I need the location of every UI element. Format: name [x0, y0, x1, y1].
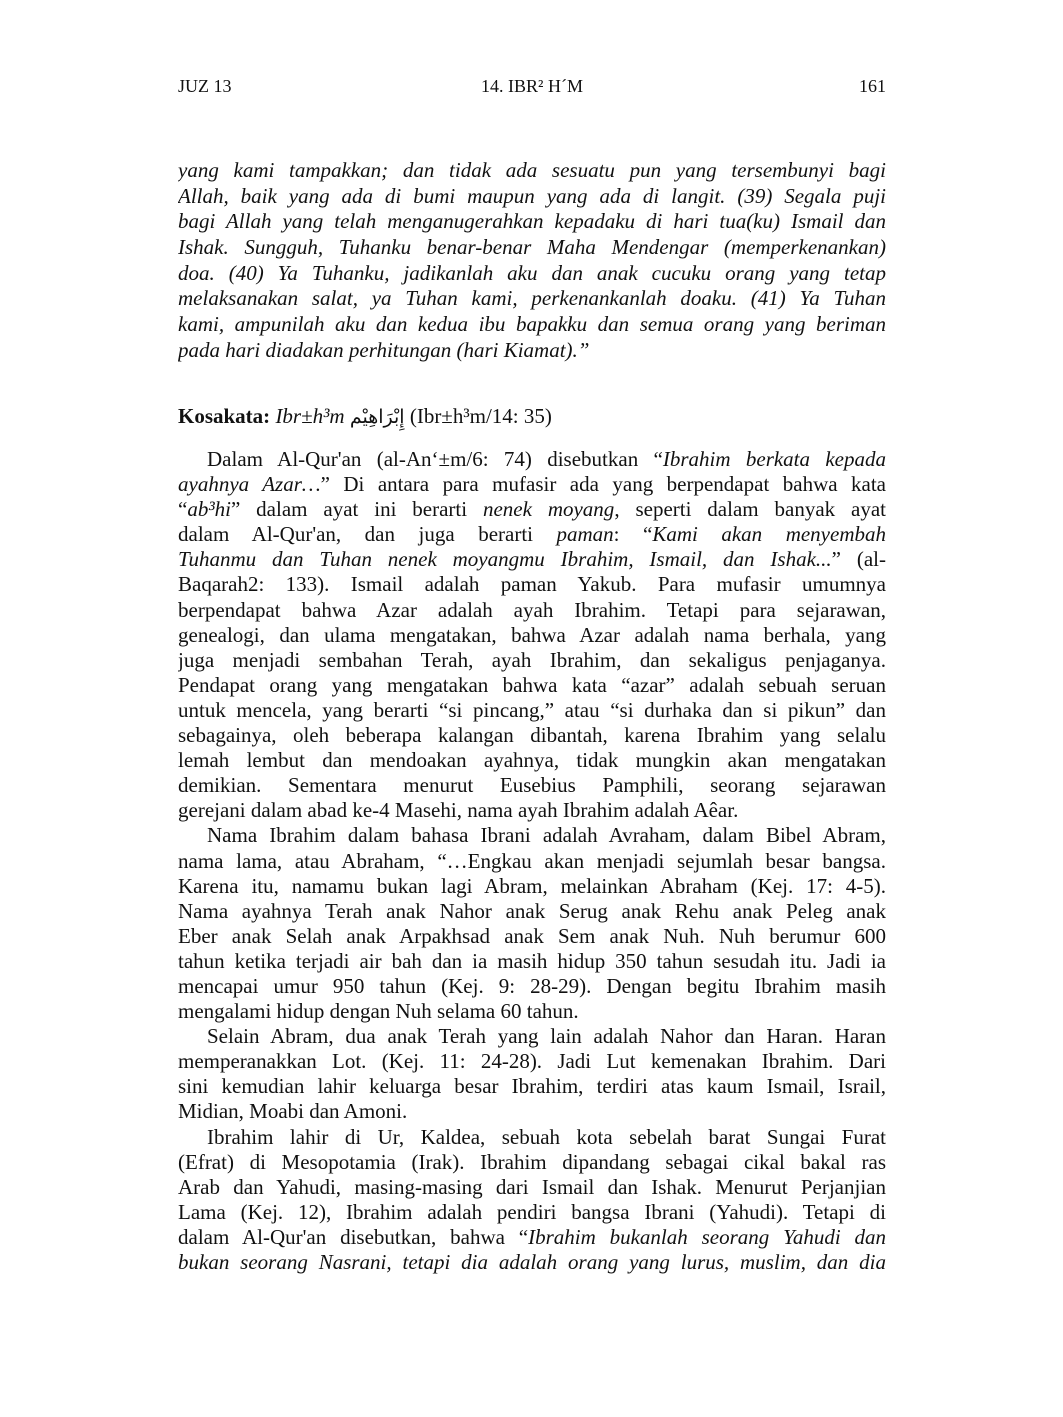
text: : “	[613, 522, 653, 547]
text-line	[178, 1175, 886, 1200]
text-line	[178, 949, 886, 974]
text-line	[178, 447, 886, 472]
quote-line: melaksanakan salat, ya Tuhan kami, perkenankanlah doaku. (41) Ya Tuhan	[178, 286, 886, 311]
italic-text: bukan seorang Nasrani, tetapi dia adalah orang yang lurus, muslim, dan dia	[178, 1250, 886, 1274]
quote-line: kami, ampunilah aku dan kedua ibu bapakku dan semua orang yang beriman	[178, 312, 886, 337]
italic-text: Tuhanmu dan Tuhan nenek moyangmu Ibrahim, Ismail, dan Ishak...	[178, 547, 832, 572]
text-line	[178, 1125, 886, 1150]
text: Selain Abram, dua anak Terah yang lain adalah Nahor dan Haran. Haran	[207, 1024, 886, 1049]
paragraph	[178, 823, 886, 1024]
italic-text: Ibrahim bukanlah seorang Yahudi dan	[528, 1224, 886, 1249]
text: untuk mencela, yang berarti “si pincang,” atau “si durhaka dan si pikun” dan	[178, 697, 886, 722]
quote-line: bagi Allah yang telah menganugerahkan kepadaku di hari tua(ku) Ismail dan	[178, 209, 886, 234]
text-line	[178, 547, 886, 572]
text-line	[178, 899, 886, 924]
paragraph	[178, 447, 886, 823]
italic-text: ab³hi	[187, 497, 231, 522]
text: Karena itu, namamu bukan lagi Abram, melainkan Abraham (Kej. 17: 4-5).	[178, 873, 886, 898]
text: dalam Al-Qur'an, dan juga berarti	[178, 522, 557, 547]
kosakata-label: Kosakata:	[178, 404, 271, 428]
text-line	[178, 1150, 886, 1175]
page-number: 161	[859, 76, 886, 96]
quote-line: yang kami tampakkan; dan tidak ada sesuatu pun yang tersembunyi bagi	[178, 158, 886, 182]
text: Arab dan Yahudi, masing-masing dari Ismail dan Ishak. Menurut Perjanjian	[178, 1174, 886, 1199]
text-line	[178, 522, 886, 547]
text-line	[178, 1099, 886, 1124]
text-line	[178, 1225, 886, 1250]
italic-text: Ibrahim berkata kepada	[662, 447, 886, 471]
text: Baqarah2: 133). Ismail adalah paman Yakub. Para mufasir umumnya	[178, 572, 886, 597]
text-line	[178, 748, 886, 773]
text: ” Di antara para mufasir ada yang berpendapat bahwa kata	[320, 472, 886, 497]
text: genealogi, dan ulama mengatakan, bahwa Azar adalah nama berhala, yang	[178, 622, 886, 647]
text-line	[178, 723, 886, 748]
text-line	[178, 874, 886, 899]
text: sini kemudian lahir keluarga besar Ibrahim, terdiri atas kaum Ismail, Israil,	[178, 1074, 886, 1099]
italic-text: ayahnya Azar…	[178, 472, 321, 497]
quote-line: pada hari diadakan perhitungan (hari Kiamat).”	[178, 337, 590, 362]
text: mencapai umur 950 tahun (Kej. 9: 28-29). Dengan begitu Ibrahim masih	[178, 973, 886, 998]
text: Midian, Moabi dan Amoni.	[178, 1099, 408, 1124]
text: sebagainya, oleh beberapa kalangan dibantah, karena Ibrahim yang selalu	[178, 723, 886, 748]
text-line	[178, 1024, 886, 1049]
arabic-term: إِبْرَاهِيْم	[349, 406, 405, 428]
text: demikian. Sementara menurut Eusebius Pamphili, seorang sejarawan	[178, 773, 886, 798]
text: tahun ketika terjadi air bah dan ia masih hidup 350 tahun sesudah itu. Jadi ia	[178, 948, 886, 973]
text-line	[178, 598, 886, 623]
italic-text: nenek moyang	[482, 497, 615, 522]
text: Nama Ibrahim dalam bahasa Ibrani adalah Avraham, dalam Bibel Abram,	[207, 823, 886, 848]
text: berpendapat bahwa Azar adalah ayah Ibrahim. Tetapi para sejarawan,	[178, 597, 886, 622]
text-line	[178, 698, 886, 723]
italic-text: Kami akan menyembah	[652, 522, 886, 547]
text-line	[178, 1250, 886, 1275]
text-line	[178, 974, 886, 999]
text: (Efrat) di Mesopotamia (Irak). Ibrahim dipandang sebagai cikal bakal ras	[178, 1149, 886, 1174]
text: gerejani dalam abad ke-4 Masehi, nama ayah Ibrahim adalah Aêar.	[178, 798, 739, 823]
text: , seperti dalam banyak ayat	[614, 497, 886, 522]
kosakata-term: Ibr±h³m	[275, 404, 345, 428]
paragraph	[178, 1125, 886, 1276]
text-line	[178, 1074, 886, 1099]
kosakata-heading	[178, 402, 886, 431]
quran-translation-quote	[178, 158, 886, 364]
text: nama lama, atau Abraham, “…Engkau akan menjadi sejumlah besar bangsa.	[178, 848, 886, 873]
quote-line: doa. (40) Ya Tuhanku, jadikanlah aku dan anak cucuku orang yang tetap	[178, 260, 886, 285]
text: ” (al-	[831, 547, 886, 572]
text: juga menjadi sembahan Terah, ayah Ibrahim, dan sekaligus penjaganya.	[178, 647, 886, 672]
text: mengalami hidup dengan Nuh selama 60 tahun.	[178, 999, 579, 1024]
body-text	[178, 447, 886, 1275]
text: ” dalam ayat ini berarti	[230, 497, 483, 522]
text: Eber anak Selah anak Arpakhsad anak Sem anak Nuh. Nuh berumur 600	[178, 923, 886, 948]
text-line	[178, 648, 886, 673]
text-line	[178, 773, 886, 798]
text-line	[178, 623, 886, 648]
text-line	[178, 1049, 886, 1074]
running-header	[178, 76, 886, 100]
text: lemah lembut dan mendoakan ayahnya, tidak mungkin akan mengatakan	[178, 748, 886, 773]
kosakata-reference: (Ibr±h³m/14: 35)	[409, 404, 552, 428]
text: Pendapat orang yang mengatakan bahwa kata “azar” adalah sebuah seruan	[178, 672, 886, 697]
text-line	[178, 1200, 886, 1225]
text-line	[178, 999, 886, 1024]
text-line	[178, 798, 886, 823]
text: Ibrahim lahir di Ur, Kaldea, sebuah kota sebelah barat Sungai Furat	[207, 1124, 886, 1149]
quote-line: Ishak. Sungguh, Tuhanku benar-benar Maha Mendengar (memperkenankan)	[178, 235, 886, 260]
text-line	[178, 572, 886, 597]
juz-label: JUZ 13	[178, 76, 232, 96]
text: “	[178, 497, 188, 522]
text-line	[178, 472, 886, 497]
text-line	[178, 849, 886, 874]
text-line	[178, 823, 886, 848]
text: Dalam Al-Qur'an (al-An‘±m/6: 74) disebutkan “	[207, 447, 663, 471]
chapter-title: 14. IBR² H´M	[481, 76, 583, 96]
text: Lama (Kej. 12), Ibrahim adalah pendiri bangsa Ibrani (Yahudi). Tetapi di	[178, 1199, 886, 1224]
text: memperanakkan Lot. (Kej. 11: 24-28). Jadi Lut kemenakan Ibrahim. Dari	[178, 1049, 886, 1074]
text-line	[178, 673, 886, 698]
text-line	[178, 924, 886, 949]
text-line	[178, 497, 886, 522]
quote-line: Allah, baik yang ada di bumi maupun yang ada di langit. (39) Segala puji	[178, 183, 886, 208]
text: Nama ayahnya Terah anak Nahor anak Serug anak Rehu anak Peleg anak	[178, 898, 886, 923]
paragraph	[178, 1024, 886, 1124]
text: dalam Al-Qur'an disebutkan, bahwa “	[178, 1224, 529, 1249]
italic-text: paman	[556, 522, 614, 547]
